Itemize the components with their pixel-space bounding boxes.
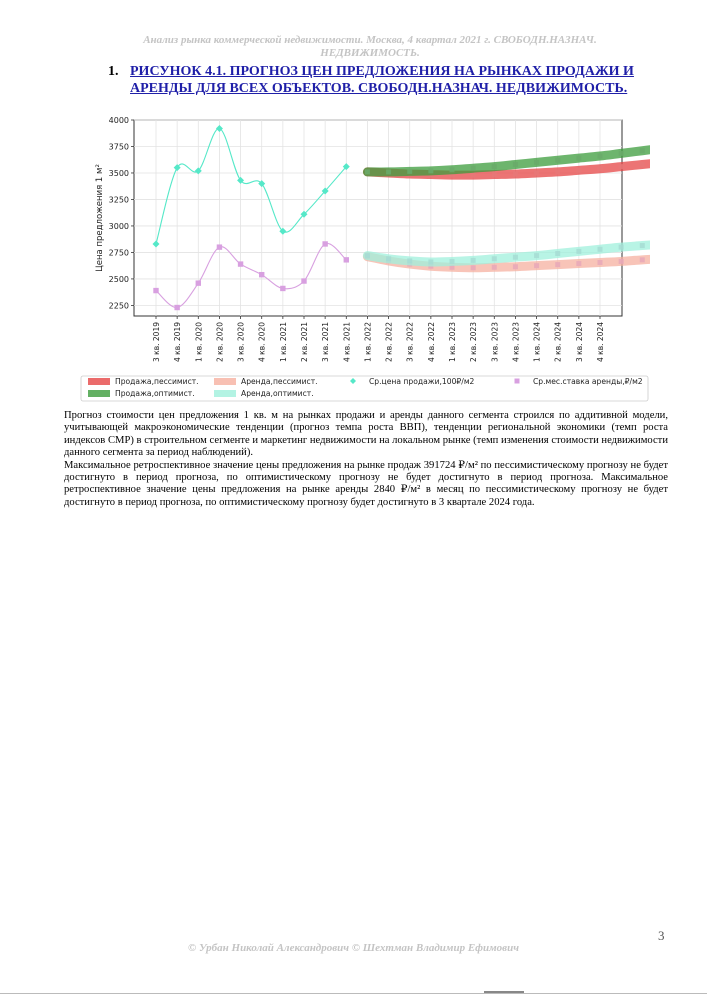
forecast-marker bbox=[513, 255, 518, 260]
paragraph-maximum: Максимальное ретроспективное значение цены предложения на рынке продаж 391724 ₽/м² по пессимистическому прогнозу не будет достигнуто в период прогноза, по оптимистическому прогнозу не будет достигнуто в период прогноза. Максимальное ретроспективное значение цены предложения на рынке аренды 2840 ₽/м² в месяц по пессимистическому прогнозу не будет достигнуто в период прогноза, по оптимистическому прогнозу будет достигнуто в 3 квартале 2024 года. bbox=[64, 459, 668, 508]
forecast-marker bbox=[619, 259, 624, 264]
legend-label: Ср.цена продажи,100₽/м2 bbox=[369, 377, 475, 386]
forecast-marker bbox=[471, 173, 476, 178]
forecast-marker bbox=[619, 245, 624, 250]
forecast-marker bbox=[471, 258, 476, 263]
forecast-marker bbox=[513, 162, 518, 167]
x-tick-label: 3 кв. 2019 bbox=[152, 322, 161, 362]
forecast-marker bbox=[598, 166, 603, 171]
page-number: 3 bbox=[658, 928, 665, 943]
figure-number: 1. bbox=[108, 64, 119, 79]
data-point-rent bbox=[196, 280, 201, 285]
x-tick-label: 4 кв. 2024 bbox=[596, 322, 605, 362]
x-tick-label: 4 кв. 2023 bbox=[511, 322, 521, 362]
data-point-rent bbox=[322, 241, 327, 246]
header-line-2: НЕДВИЖИМОСТЬ. bbox=[320, 47, 420, 59]
forecast-marker bbox=[534, 160, 539, 165]
x-tick-label: 2 кв. 2024 bbox=[553, 322, 563, 362]
data-point-rent bbox=[174, 305, 179, 310]
legend-label: Ср.мес.ставка аренды,₽/м2 bbox=[533, 377, 643, 386]
x-tick-label: 1 кв. 2024 bbox=[532, 322, 542, 362]
forecast-marker bbox=[598, 260, 603, 265]
y-tick-label: 3750 bbox=[108, 142, 129, 152]
header-line-1: Анализ рынка коммерческой недвижимости. Москва, 4 квартал 2021 г. СВОБОДН.НАЗНАЧ. bbox=[143, 34, 597, 46]
forecast-marker bbox=[450, 167, 455, 172]
body-text bbox=[64, 410, 668, 509]
forecast-marker bbox=[619, 151, 624, 156]
forecast-marker bbox=[534, 263, 539, 268]
forecast-marker bbox=[640, 257, 645, 262]
forecast-marker bbox=[576, 168, 581, 173]
forecast-marker bbox=[619, 164, 624, 169]
legend-swatch bbox=[88, 378, 110, 385]
x-tick-label: 3 кв. 2020 bbox=[236, 322, 246, 362]
forecast-marker bbox=[492, 256, 497, 261]
x-tick-label: 1 кв. 2020 bbox=[194, 322, 204, 362]
x-tick-label: 3 кв. 2024 bbox=[574, 322, 584, 362]
legend-swatch bbox=[88, 390, 110, 397]
y-tick-label: 3500 bbox=[108, 168, 129, 178]
forecast-marker bbox=[492, 164, 497, 169]
x-tick-label: 2 кв. 2022 bbox=[384, 322, 394, 362]
forecast-marker bbox=[576, 156, 581, 161]
forecast-marker bbox=[534, 170, 539, 175]
forecast-marker bbox=[555, 251, 560, 256]
forecast-marker bbox=[513, 264, 518, 269]
data-point-rent bbox=[344, 257, 349, 262]
legend-label: Продажа,оптимист. bbox=[115, 389, 195, 398]
y-tick-label: 2750 bbox=[108, 248, 129, 258]
forecast-marker bbox=[576, 261, 581, 266]
x-tick-label: 4 кв. 2020 bbox=[257, 322, 267, 362]
forecast-marker bbox=[407, 169, 412, 174]
forecast-marker bbox=[640, 243, 645, 248]
x-tick-label: 1 кв. 2023 bbox=[448, 322, 457, 362]
forecast-marker bbox=[365, 253, 370, 258]
figure-title-text[interactable]: РИСУНОК 4.1. ПРОГНОЗ ЦЕН ПРЕДЛОЖЕНИЯ НА РЫНКАХ ПРОДАЖИ И АРЕНДЫ ДЛЯ ВСЕХ ОБЪЕКТОВ. СВОБОДН.НАЗНАЧ. НЕДВИЖИМОСТЬ. bbox=[130, 64, 634, 96]
data-point-rent bbox=[301, 278, 306, 283]
legend-label: Аренда,оптимист. bbox=[241, 389, 314, 398]
x-tick-label: 3 кв. 2023 bbox=[490, 322, 500, 362]
figure-title[interactable] bbox=[108, 63, 668, 97]
forecast-marker bbox=[450, 259, 455, 264]
legend-swatch bbox=[214, 390, 236, 397]
forecast-marker bbox=[365, 169, 370, 174]
forecast-marker bbox=[576, 249, 581, 254]
page-bottom-rule bbox=[0, 993, 707, 994]
data-point-rent bbox=[280, 286, 285, 291]
forecast-marker bbox=[407, 258, 412, 263]
forecast-marker bbox=[492, 265, 497, 270]
forecast-marker bbox=[428, 259, 433, 264]
x-tick-label: 2 кв. 2020 bbox=[215, 322, 225, 362]
forecast-marker bbox=[386, 256, 391, 261]
forecast-marker bbox=[555, 262, 560, 267]
footer-copyright: © Урбан Николай Александрович © Шехтман Владимир Ефимович bbox=[187, 942, 519, 954]
paragraph-method: Прогноз стоимости цен предложения 1 кв. м на рынках продажи и аренды данного сегмента строился по аддитивной модели, учитывающей макроэкономические тенденции (прогноз темпа роста ВВП), тенденции региональной экономики (темп роста индексов СМР) в строительном сегменте и маркетинг недвижимости на локальном рынке (темп изменения стоимости недвижимости данного сегмента за период наблюдений). bbox=[64, 410, 668, 459]
page-bottom-tab bbox=[484, 991, 524, 993]
x-tick-label: 2 кв. 2021 bbox=[300, 322, 309, 362]
data-point-rent bbox=[238, 261, 243, 266]
legend-swatch bbox=[214, 378, 236, 385]
legend-label: Аренда,пессимист. bbox=[241, 377, 318, 386]
x-tick-label: 3 кв. 2022 bbox=[405, 322, 415, 362]
forecast-marker bbox=[598, 154, 603, 159]
x-tick-label: 2 кв. 2023 bbox=[469, 322, 479, 362]
x-tick-label: 4 кв. 2022 bbox=[426, 322, 436, 362]
forecast-marker bbox=[492, 172, 497, 177]
forecast-marker bbox=[640, 162, 645, 167]
forecast-marker bbox=[534, 253, 539, 258]
y-tick-label: 3250 bbox=[108, 195, 129, 205]
running-header bbox=[90, 34, 650, 60]
legend-label: Продажа,пессимист. bbox=[115, 377, 199, 386]
x-axis-ticks bbox=[152, 316, 605, 362]
x-tick-label: 4 кв. 2019 bbox=[173, 322, 183, 362]
plot-area bbox=[134, 120, 622, 316]
forecast-marker bbox=[471, 265, 476, 270]
forecast-chart bbox=[80, 112, 650, 402]
y-tick-label: 3000 bbox=[108, 221, 129, 231]
forecast-marker bbox=[555, 158, 560, 163]
y-tick-label: 2500 bbox=[108, 274, 129, 284]
y-tick-label: 4000 bbox=[108, 116, 129, 125]
forecast-marker bbox=[471, 166, 476, 171]
y-tick-label: 2250 bbox=[108, 301, 129, 311]
forecast-marker bbox=[598, 247, 603, 252]
data-point-rent bbox=[153, 288, 158, 293]
forecast-marker bbox=[386, 169, 391, 174]
data-point-rent bbox=[259, 272, 264, 277]
x-tick-label: 4 кв. 2021 bbox=[342, 322, 352, 362]
forecast-marker bbox=[555, 169, 560, 174]
x-tick-label: 1 кв. 2021 bbox=[278, 322, 288, 362]
legend-swatch bbox=[515, 379, 520, 384]
forecast-marker bbox=[640, 148, 645, 153]
legend bbox=[81, 376, 648, 401]
x-tick-label: 3 кв. 2021 bbox=[321, 322, 331, 362]
y-axis-label: Цена предложения 1 м² bbox=[95, 164, 105, 272]
data-point-rent bbox=[217, 244, 222, 249]
forecast-marker bbox=[428, 168, 433, 173]
forecast-marker bbox=[513, 172, 518, 177]
y-axis-ticks bbox=[109, 116, 134, 310]
x-tick-label: 1 кв. 2022 bbox=[363, 322, 373, 362]
